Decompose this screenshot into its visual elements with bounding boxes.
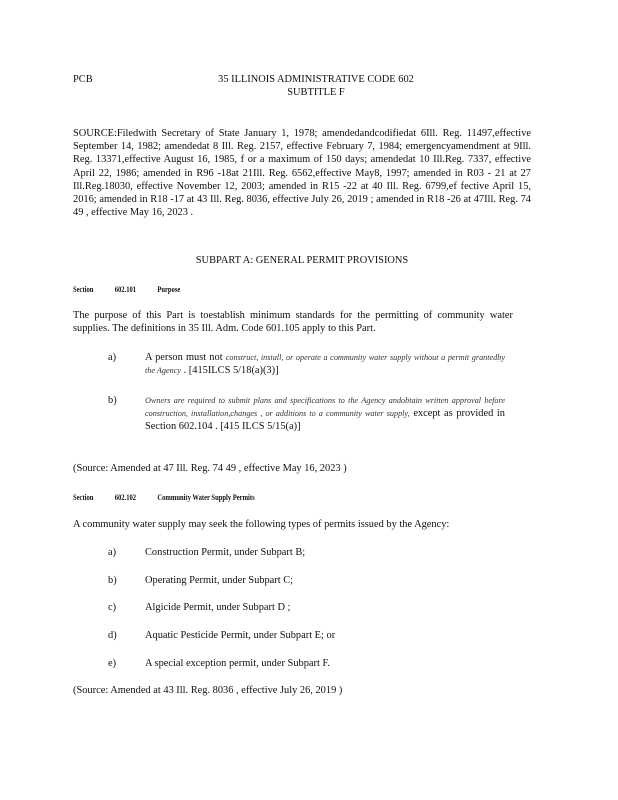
item-label: b) xyxy=(108,575,117,586)
permit-type: Construction Permit, under Subpart B; xyxy=(145,547,306,558)
source-note: SOURCE:Filedwith Secretary of State January 1, 1978; amendedandcodifiedat 6Ill. Reg. 11497,effective September 14, 1982; amendedat 8 Ill. Reg. 2157, effective February 7, 1984; emergencyamendment at 9Ill. Reg. 13371,effective August 16, 1985, f or a maximum of 150 days; amendedat 10 Ill.Reg. 7337, effective April 22, 1986; amended in R96 -18at 21Ill. Reg. 6562,effective May8, 1997; amended in R03 - 21 at 27 Ill.Reg.18030, effective November 12, 2003; amended in R15 -22 at 40 Ill. Reg. 6799,ef fective April 15, 2016; amended in R18 -17 at 43 Ill. Reg. 8036, effective July 26, 2019 ; amended in R18 -26 at 47Ill. Reg. 74 49 , effective May 16, 2023 . xyxy=(73,128,531,219)
subpart-heading: SUBPART A: GENERAL PERMIT PROVISIONS xyxy=(195,255,409,266)
statutory-text: Owners are required to submit plans and specifications to the Agency andobtain written approval before construction, installation,changes , or additions to a community water supply, xyxy=(145,396,505,419)
item-label: c) xyxy=(108,602,117,613)
section-heading xyxy=(73,283,180,296)
header-subtitle: SUBTITLE F xyxy=(287,87,345,99)
item-text xyxy=(145,394,505,434)
header-agency: PCB xyxy=(73,74,93,85)
item-citation: except as provided in Section 602.104 . [415 ILCS 5/15(a)] xyxy=(145,408,505,433)
section-title: Purpose xyxy=(157,285,181,294)
item-label: b) xyxy=(108,395,117,406)
section-number: 602.102 xyxy=(114,493,137,502)
section-number: 602.101 xyxy=(114,285,137,294)
section-title: Community Water Supply Permits xyxy=(157,493,255,502)
statutory-text: construct, install, or operate a community water supply without a permit grantedby the Agency xyxy=(145,353,505,376)
header-code: 35 ILLINOIS ADMINISTRATIVE CODE 602 xyxy=(218,74,414,85)
section-label: Section xyxy=(73,285,94,294)
section-intro: A community water supply may seek the following types of permits issued by the Agency: xyxy=(73,519,450,530)
item-citation: . [415ILCS 5/18(a)(3)] xyxy=(183,365,279,377)
permit-type: Aquatic Pesticide Permit, under Subpart E; or xyxy=(145,630,336,641)
permit-type: A special exception permit, under Subpart F. xyxy=(145,658,331,669)
item-lead: A person must not xyxy=(145,352,223,363)
section-label: Section xyxy=(73,493,94,502)
item-label: a) xyxy=(108,547,117,558)
item-label: d) xyxy=(108,630,117,641)
source-citation: (Source: Amended at 43 Ill. Reg. 8036 , effective July 26, 2019 ) xyxy=(73,685,343,696)
item-text xyxy=(145,351,505,377)
header-title xyxy=(196,73,436,99)
source-citation: (Source: Amended at 47 Ill. Reg. 74 49 , effective May 16, 2023 ) xyxy=(73,463,347,474)
item-label: e) xyxy=(108,658,117,669)
permit-type: Algicide Permit, under Subpart D ; xyxy=(145,602,291,613)
permit-type: Operating Permit, under Subpart C; xyxy=(145,575,294,586)
section-intro: The purpose of this Part is toestablish minimum standards for the permitting of community water supplies. The definitions in 35 Ill. Adm. Code 601.105 apply to this Part. xyxy=(73,310,513,335)
section-heading xyxy=(73,491,255,504)
item-label: a) xyxy=(108,352,117,363)
